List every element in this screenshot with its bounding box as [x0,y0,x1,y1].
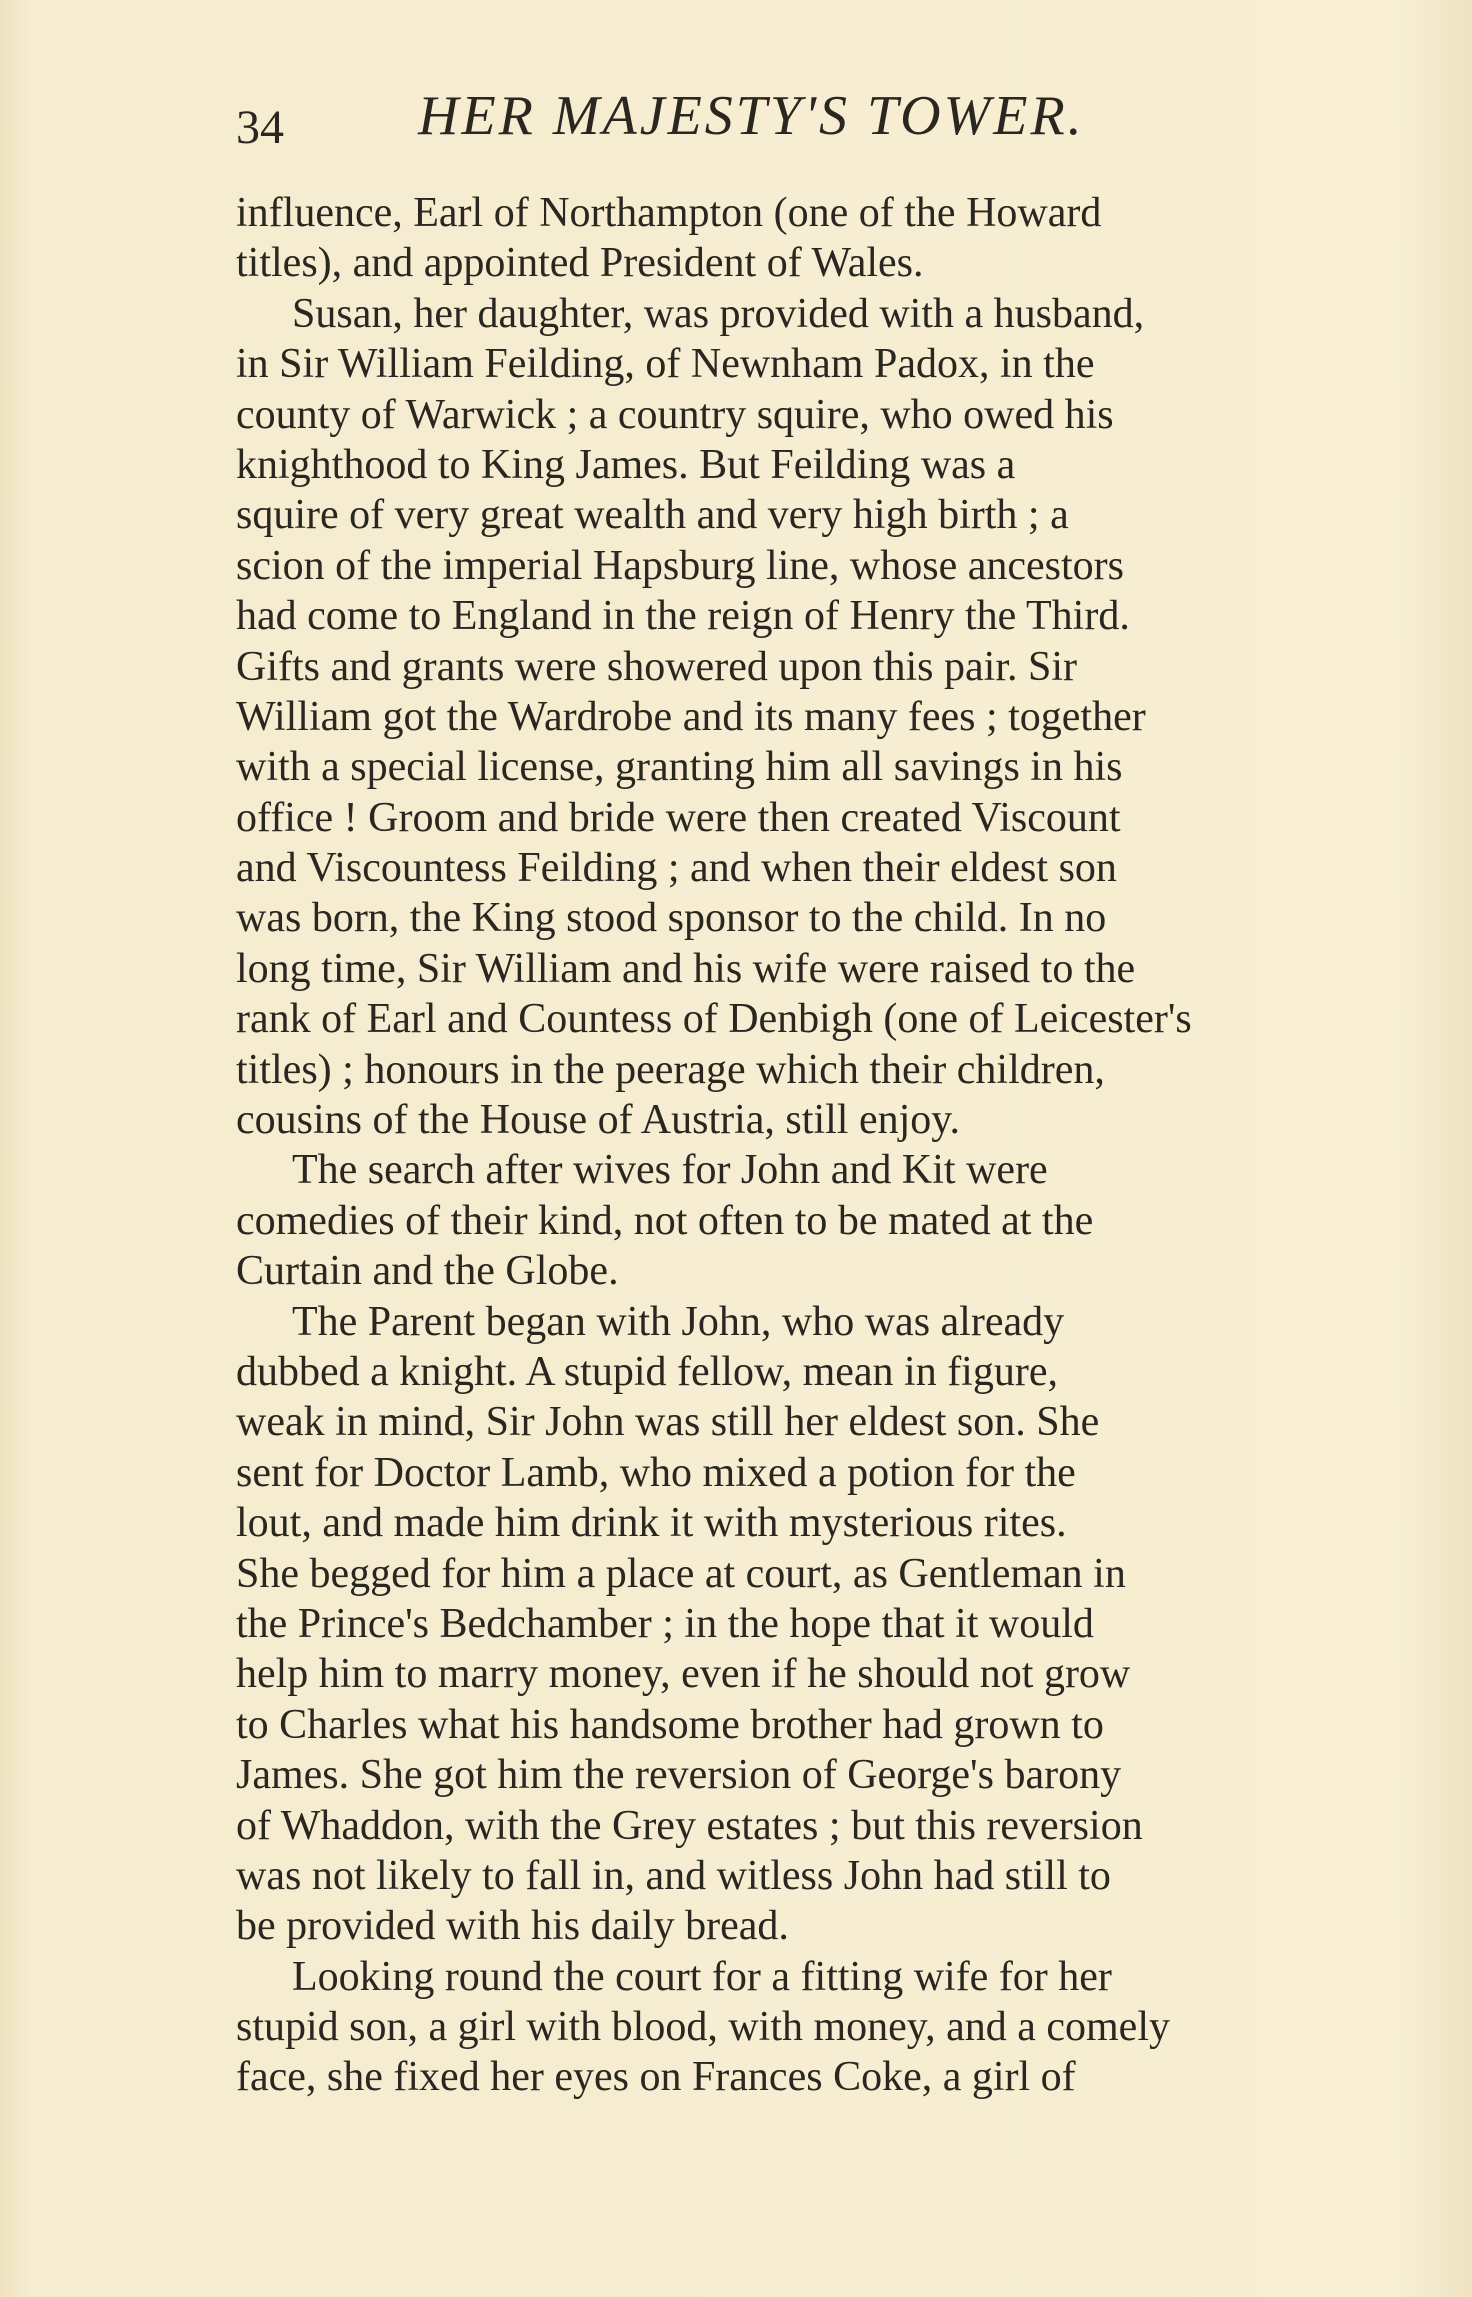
text-line: face, she fixed her eyes on Frances Coke, a girl of [236,2054,1076,2101]
text-line: help him to marry money, even if he should not grow [236,1651,1131,1698]
text-line: stupid son, a girl with blood, with money, and a comely [236,2004,1170,2051]
text-line: sent for Doctor Lamb, who mixed a potion for the [236,1449,1076,1496]
text-line: comedies of their kind, not often to be mated at the [236,1197,1094,1244]
text-line: The Parent began with John, who was already [292,1298,1065,1345]
running-title: HER MAJESTY'S TOWER. [418,85,1085,147]
text-line: scion of the imperial Hapsburg line, whose ancestors [236,542,1125,589]
text-line: knighthood to King James. But Feilding was a [236,441,1016,488]
text-line: titles), and appointed President of Wales. [236,240,924,287]
text-line: squire of very great wealth and very high birth ; a [236,492,1069,539]
text-line: titles) ; honours in the peerage which their children, [236,1046,1105,1093]
text-line: was born, the King stood sponsor to the child. In no [236,895,1107,942]
text-line: Gifts and grants were showered upon this pair. Sir [236,643,1078,690]
text-line: Susan, her daughter, was provided with a husband, [292,290,1145,337]
page-number: 34 [236,101,284,154]
text-line: the Prince's Bedchamber ; in the hope that it would [236,1600,1094,1647]
text-line: in Sir William Feilding, of Newnham Padox, in the [236,341,1095,388]
text-line: with a special license, granting him all savings in his [236,744,1123,791]
text-line: James. She got him the reversion of George's barony [236,1752,1122,1799]
text-line: rank of Earl and Countess of Denbigh (one of Leicester's [236,996,1192,1043]
text-line: and Viscountess Feilding ; and when their eldest son [236,845,1117,892]
text-line: Looking round the court for a fitting wife for her [292,1953,1112,2000]
text-line: dubbed a knight. A stupid fellow, mean in figure, [236,1348,1058,1395]
text-line: weak in mind, Sir John was still her eldest son. She [236,1399,1100,1446]
text-line: William got the Wardrobe and its many fees ; together [236,693,1146,740]
text-line: cousins of the House of Austria, still enjoy. [236,1097,961,1144]
text-line: had come to England in the reign of Henry the Third. [236,593,1130,640]
text-line: long time, Sir William and his wife were raised to the [236,945,1136,992]
text-line: county of Warwick ; a country squire, who owed his [236,391,1114,438]
text-line: lout, and made him drink it with mysterious rites. [236,1500,1067,1547]
text-line: to Charles what his handsome brother had grown to [236,1701,1104,1748]
body-text [236,188,1386,2103]
text-line: be provided with his daily bread. [236,1903,789,1950]
text-line: She begged for him a place at court, as Gentleman in [236,1550,1126,1597]
text-line: of Whaddon, with the Grey estates ; but this reversion [236,1802,1143,1849]
text-line: The search after wives for John and Kit were [292,1147,1048,1194]
text-line: influence, Earl of Northampton (one of the Howard [236,190,1102,236]
page-header [236,82,1386,152]
text-line: Curtain and the Globe. [236,1248,619,1295]
text-line: office ! Groom and bride were then created Viscount [236,794,1121,841]
text-line: was not likely to fall in, and witless John had still to [236,1852,1111,1899]
